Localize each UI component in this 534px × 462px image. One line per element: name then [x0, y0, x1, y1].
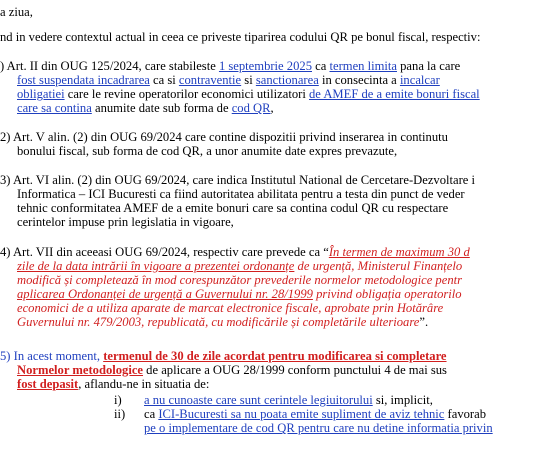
item-number: 3): [0, 173, 11, 187]
item-number: 2): [0, 130, 11, 144]
item-number: ): [0, 59, 5, 73]
sub-item-ii: ii) ca ICI-Bucuresti sa nu poata emite supliment de aviz tehnic favorab: [114, 407, 487, 421]
item-number: 4): [0, 245, 11, 259]
item-number: 5): [0, 349, 11, 363]
sub-item-i: i) a nu cunoaste care sunt cerintele legiuitorului si, implicit,: [114, 393, 433, 407]
intro-paragraph: nd in vedere contextul actual in ceea ce priveste tiparirea codului QR pe bonul fiscal, respectiv:: [0, 30, 481, 44]
document-page: a ziua, nd in vedere contextul actual in ceea ce priveste tiparirea codului QR pe bonul fiscal, respectiv: ) Art. II din OUG 125/2024, care stabileste 1 septembrie 2025 ca termen limita pana la care fost suspendata incadrarea ca si contraventie si sanctionarea in consecinta a incalcar obligatiei care le revine operatorilor economici utilizatori de AMEF de a emite bonuri fiscal care sa contina anumite date sub forma de cod QR, 2) Art. V alin. (2) din OUG 69/2024 care contine dispozitii privind inserarea in continutu bonului fiscal, sub forma de cod QR, a unor anumite date expres prevazute, 3) Art. VI alin. (2) din OUG 69/2024, care indica Institutul National de Cercetare-Dezvoltare i Informatica – ICI Bucuresti ca fiind autoritatea abilitata pentru a testa din punct de veder tehnic conformitatea AMEF de a emite bonuri care sa contina codul QR cu respectare cerintelor impuse prin legislatia in vigoare, 4) Art. VII din aceeasi OUG 69/2024, respectiv care prevede ca “În termen de maximum 30 d zile de la data intrării în vigoare a prezentei ordonanțe de urgență, Ministerul Finanțelo modifică și completează în mod corespunzător prevederile normelor metodologice pentr aplicarea Ordonanței de urgență a Guvernului nr. 28/1999 privind obligația operatorilo economici de a utiliza aparate de marcat electronice fiscale, aprobate prin Hotărâre Guvernului nr. 479/2003, republicată, cu modificările și completările ulterioare”. 5) In acest moment, termenul de 30 de zile acordat pentru modificarea si completare Normelor metodologice de aplicare a OUG 28/1999 conform punctului 4 de mai sus fost depasit, aflandu-ne in situatia de: i) a nu cunoaste care sunt cerintele legiuitorului si, implicit, ii) ca ICI-Bucuresti sa nu poata emite supliment de aviz tehnic favorab pe o implementare de cod QR pentru care nu detine informatia privin: [0, 5, 493, 435]
greeting: a ziua,: [0, 5, 33, 19]
sub-item-ii-cont: pe o implementare de cod QR pentru care nu detine informatia privin: [144, 421, 493, 435]
